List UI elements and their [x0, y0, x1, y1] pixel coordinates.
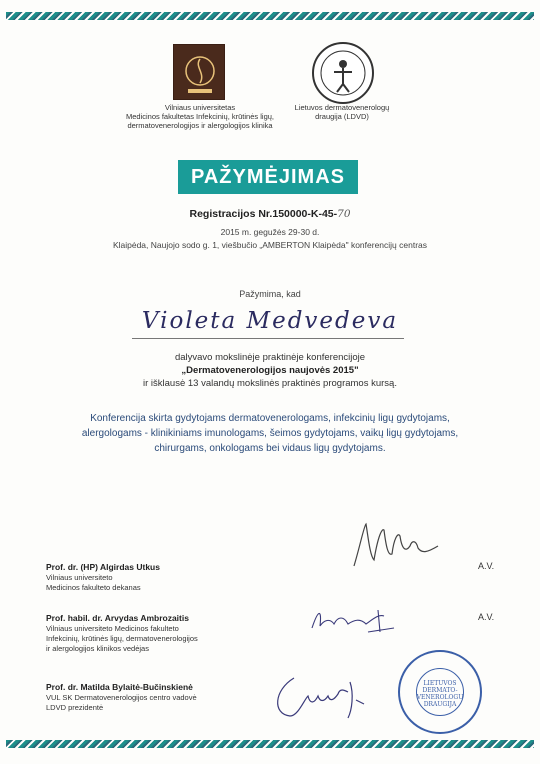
signatory-title-line: LDVD prezidentė: [46, 703, 104, 712]
header-logos: [0, 40, 540, 130]
participation-line-1: dalyvavo mokslinėje praktinėje konferencijoje: [174, 352, 366, 363]
name-underline: [132, 338, 404, 339]
signatory-title-line: Vilniaus universiteto: [46, 573, 113, 582]
right-logo-caption: Lietuvos dermatovenerologų draugija (LDVD): [294, 103, 390, 121]
registration-label: Registracijos Nr.150000-K-45-: [189, 208, 338, 220]
seal-mark: A.V.: [478, 612, 495, 622]
certificate-title: [178, 160, 358, 194]
signatory-name: Prof. dr. (HP) Algirdas Utkus: [46, 562, 160, 572]
signatory-title-line: VUL SK Dermatovenerologijos centro vadovė: [46, 693, 197, 702]
signatory-title-line: ir alergologijos klinikos vedėjas: [46, 644, 149, 653]
registration-handwritten: 70: [337, 208, 351, 220]
ldvd-stamp: [398, 650, 482, 734]
signature-ambrozaitis: [308, 602, 398, 638]
certify-text: Pažymima, kad: [239, 289, 301, 299]
conference-name: „Dermatovenerologijos naujovės 2015": [181, 365, 359, 376]
recipient-name: Violeta Medvedeva: [141, 308, 399, 334]
event-venue: Klaipėda, Naujojo sodo g. 1, viešbučio „AMBERTON Klaipėda" konferencijų centras: [112, 240, 428, 250]
signatory-utkus: [46, 562, 160, 593]
seal-mark: A.V.: [478, 561, 495, 571]
signatory-name: Prof. dr. Matilda Bylaitė-Bučinskienė: [46, 682, 193, 692]
registration-number: [0, 208, 540, 220]
signatory-bylaite: [46, 682, 197, 713]
event-date: 2015 m. gegužės 29-30 d.: [220, 227, 320, 237]
stamp-text: LIETUVOS DERMATO- VENEROLOGU DRAUGIJA: [416, 680, 464, 708]
signatory-name: Prof. habil. dr. Arvydas Ambrozaitis: [46, 613, 189, 623]
signatory-title-line: Infekcinių, krūtinės ligų, dermatovenerologijos: [46, 634, 198, 643]
conference-description: Konferencija skirta gydytojams dermatovenerologams, infekcinių ligų gydytojams, alergologams - klinikiniams imunologams, šeimos gydytojams, vaikų ligų gydytojams, chirurgams, onkologams bei vidaus ligų gydytojams.: [81, 413, 459, 454]
signatory-ambrozaitis: [46, 613, 198, 654]
signature-bylaite: [264, 670, 372, 724]
left-logo-caption: Vilniaus universitetas Medicinos fakultetas Infekcinių, krūtinės ligų, dermatovenerologijos ir alergologijos klinika: [126, 103, 274, 130]
vilnius-university-logo: [173, 44, 225, 100]
top-border-ornament: [6, 12, 534, 20]
participation-line-3: ir išklausė 13 valandų mokslinės praktinės programos kursą.: [143, 378, 397, 389]
ldvd-logo: [312, 42, 374, 104]
signatory-title-line: Medicinos fakulteto dekanas: [46, 583, 141, 592]
signatory-title-line: Vilniaus universiteto Medicinos fakulteto: [46, 624, 179, 633]
certificate-title-text: PAŽYMĖJIMAS: [191, 166, 345, 188]
signature-utkus: [348, 516, 444, 572]
bottom-border-ornament: [6, 740, 534, 748]
